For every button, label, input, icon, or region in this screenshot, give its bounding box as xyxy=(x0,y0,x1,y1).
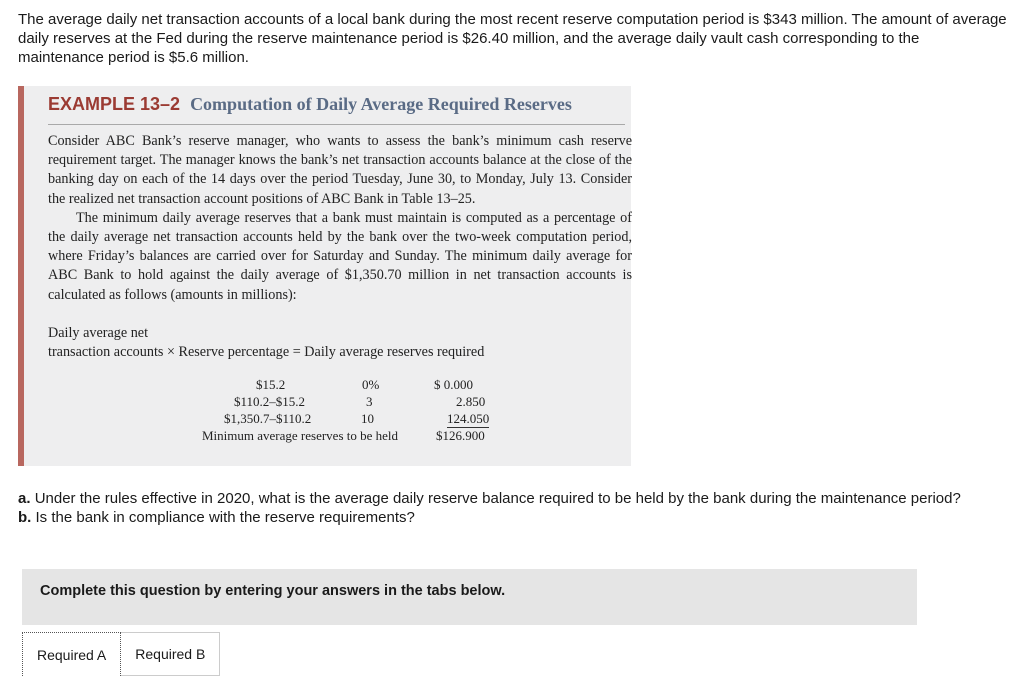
calculation-table xyxy=(204,376,504,444)
calc-range: $110.2–$15.2 xyxy=(234,394,306,409)
calc-total-row xyxy=(204,427,504,444)
question-a xyxy=(18,489,1008,508)
calc-total-label: Minimum average reserves to be held xyxy=(202,428,399,443)
question-block xyxy=(18,489,1008,527)
formula-lines xyxy=(48,324,484,362)
calc-amount: $ 0.000 xyxy=(434,377,473,392)
example-title: Computation of Daily Average Required Reserves xyxy=(190,94,572,114)
example-text xyxy=(48,132,632,305)
problem-intro: The average daily net transaction accounts of a local bank during the most recent reserve computation period is $343 million. The amount of average daily reserves at the Fed during the reserve maintenance period is $26.40 million, and the average daily vault cash corresponding to the maintenance period is $5.6 million. xyxy=(18,11,1007,66)
formula-line-1: Daily average net xyxy=(48,325,149,341)
question-a-label: a. xyxy=(18,490,31,507)
calc-percent: 10 xyxy=(361,411,374,426)
calc-percent: 3 xyxy=(366,394,373,409)
calc-amount: 124.050 xyxy=(447,411,490,426)
calc-row xyxy=(204,410,504,427)
calc-row xyxy=(204,376,504,393)
calc-percent: 0% xyxy=(362,377,380,392)
example-paragraph-2: The minimum daily average reserves that a bank must maintain is computed as a percentage of the daily average net transaction accounts held by the bank over the two-week computation period, where Friday’s balances are carried over for Saturday and Sunday. The minimum daily average for ABC Bank to hold against the daily average of $1,350.70 million in net transaction accounts is calculated as follows (amounts in millions): xyxy=(48,209,632,303)
example-box xyxy=(18,86,631,466)
question-b-text: Is the bank in compliance with the reserve requirements? xyxy=(35,509,415,526)
tab-required-a[interactable]: Required A xyxy=(22,632,121,676)
calc-range: $1,350.7–$110.2 xyxy=(224,411,312,426)
calc-row xyxy=(204,393,504,410)
answer-tabs xyxy=(22,632,220,676)
calc-total-amount: $126.900 xyxy=(436,428,485,443)
formula-line-2: transaction accounts × Reserve percentage = Daily average reserves required xyxy=(48,344,485,360)
instruction-banner: Complete this question by entering your answers in the tabs below. xyxy=(22,569,917,625)
example-header xyxy=(48,94,625,125)
example-paragraph-1: Consider ABC Bank’s reserve manager, who wants to assess the bank’s minimum cash reserve requirement target. The manager knows the bank’s net transaction accounts balance at the close of the banking day on each of the 14 days over the period Tuesday, June 30, to Monday, July 13. Consider the realized net transaction account positions of ABC Bank in Table 13–25. xyxy=(48,133,632,207)
calc-range: $15.2 xyxy=(256,377,286,392)
calc-amount: 2.850 xyxy=(456,394,486,409)
question-b-label: b. xyxy=(18,509,32,526)
question-b xyxy=(18,508,1008,527)
tab-required-b[interactable]: Required B xyxy=(121,632,220,676)
example-number: EXAMPLE 13–2 xyxy=(48,94,181,114)
question-a-text: Under the rules effective in 2020, what is the average daily reserve balance required to be held by the bank during the maintenance period? xyxy=(34,490,961,507)
